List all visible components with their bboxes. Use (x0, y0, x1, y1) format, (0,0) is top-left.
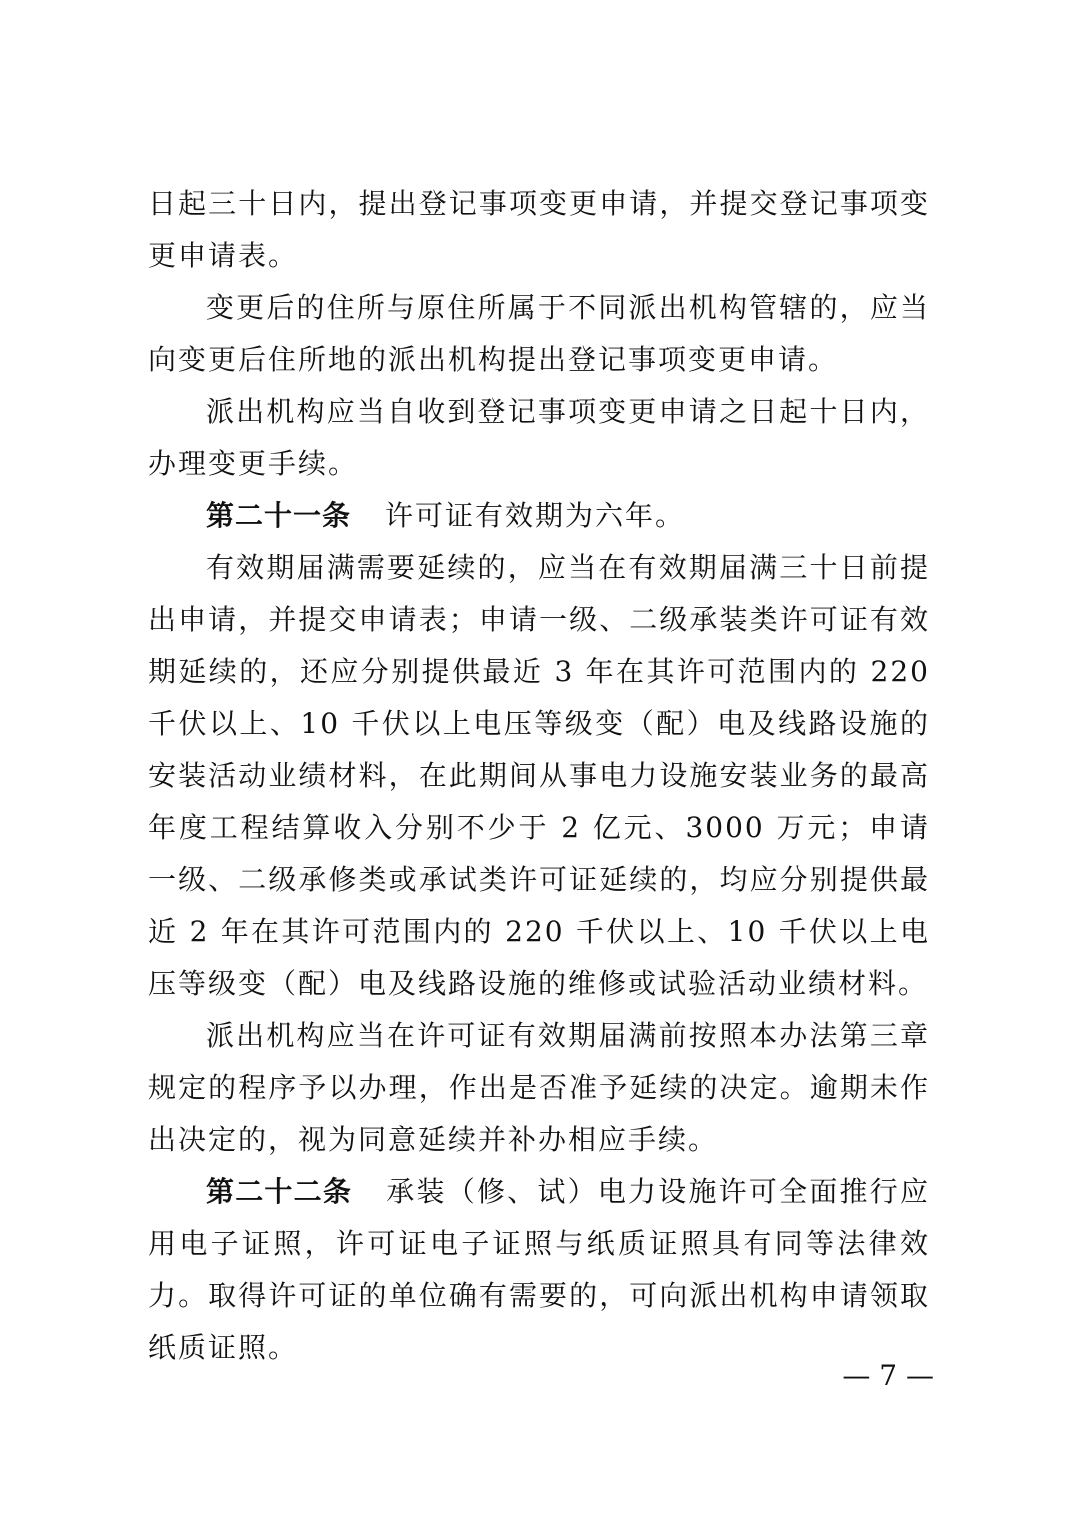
paragraph-renewal-requirements (148, 542, 930, 1010)
paragraph-text: 承装（修、试）电力设施许可全面推行应用电子证照，许可证电子证照与纸质证照具有同等法律效力。取得许可证的单位确有需要的，可向派出机构申请领取纸质证照。 (148, 1175, 930, 1364)
article-heading: 第二十二条 (206, 1175, 353, 1208)
paragraph-change-handling (148, 386, 930, 490)
paragraph-text: 许可证有效期为六年。 (385, 499, 686, 532)
paragraph-text: 派出机构应当在许可证有效期届满前按照本办法第三章规定的程序予以办理，作出是否准予延续的决定。逾期未作出决定的，视为同意延续并补办相应手续。 (148, 1019, 930, 1156)
article-22 (148, 1166, 930, 1374)
paragraph-text: 有效期届满需要延续的，应当在有效期届满三十日前提出申请，并提交申请表；申请一级、二级承装类许可证有效期延续的，还应分别提供最近 3 年在其许可范围内的 220 千伏以上、10 千伏以上电压等级变（配）电及线路设施的安装活动业绩材料，在此期间从事电力设施安装业务的最高年度工程结算收入分别不少于 2 亿元、3000 万元；申请一级、二级承修类或承试类许可证延续的，均应分别提供最近 2 年在其许可范围内的 220 千伏以上、10 千伏以上电压等级变（配）电及线路设施的维修或试验活动业绩材料。 (148, 551, 930, 1000)
article-heading: 第二十一条 (206, 499, 352, 532)
paragraph-text: 日起三十日内，提出登记事项变更申请，并提交登记事项变更申请表。 (148, 187, 930, 272)
article-21 (148, 490, 930, 542)
paragraph-text: 变更后的住所与原住所属于不同派出机构管辖的，应当向变更后住所地的派出机构提出登记事项变更申请。 (148, 291, 930, 376)
paragraph-continuation (148, 178, 930, 282)
paragraph-address-change (148, 282, 930, 386)
paragraph-renewal-procedure (148, 1010, 930, 1166)
paragraph-text: 派出机构应当自收到登记事项变更申请之日起十日内，办理变更手续。 (148, 395, 930, 480)
body-text (148, 178, 930, 1374)
page-number: — 7 — (842, 1359, 934, 1392)
